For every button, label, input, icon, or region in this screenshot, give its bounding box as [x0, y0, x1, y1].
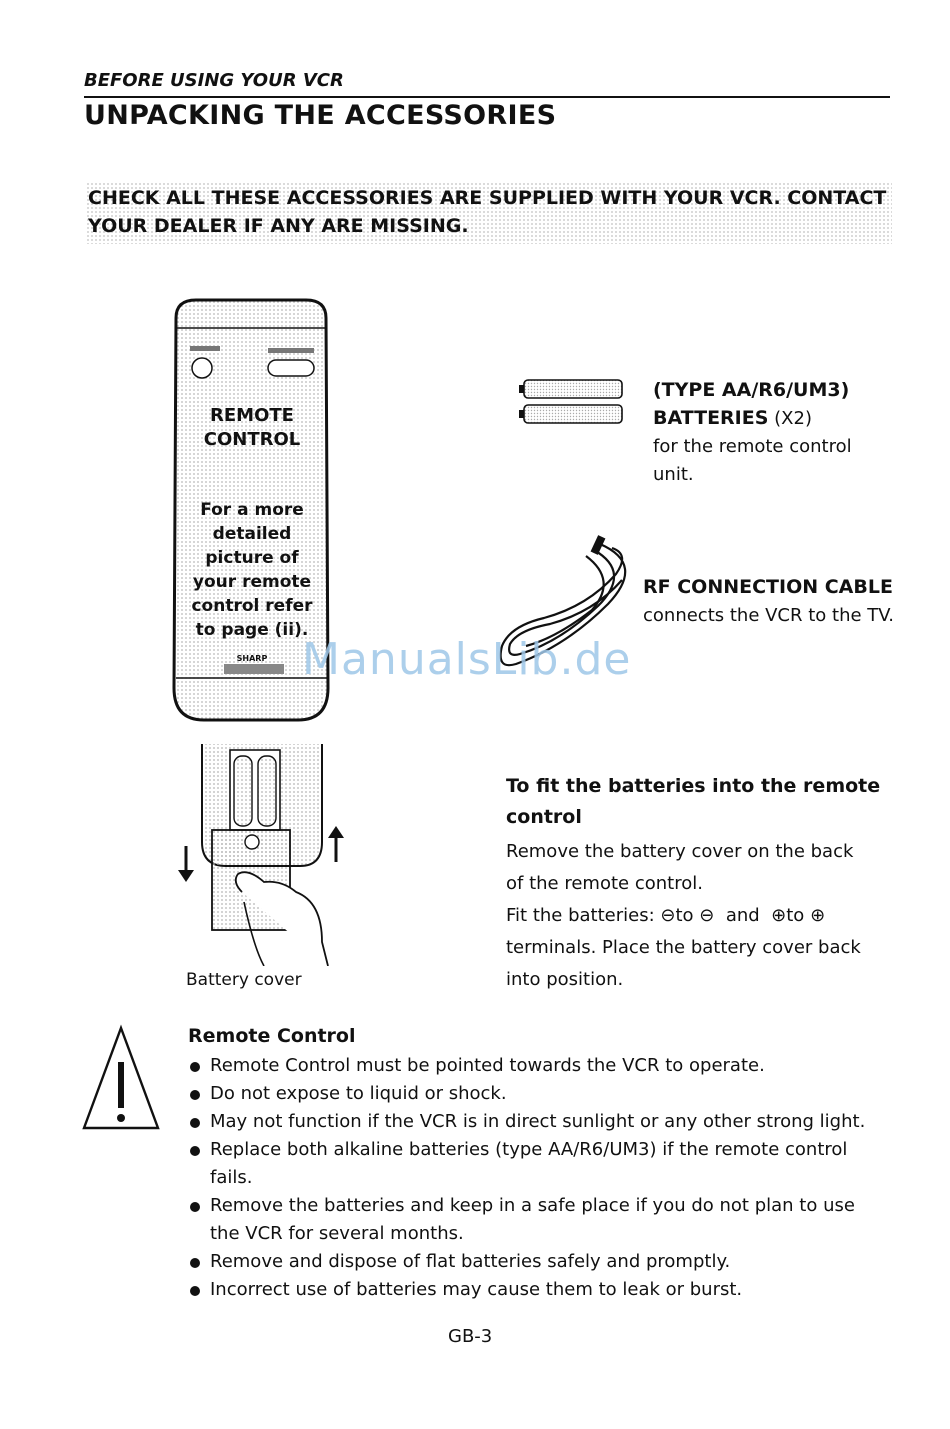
remote-control-cautions [186, 1052, 876, 1304]
notice-line-2: YOUR DEALER IF ANY ARE MISSING. [88, 215, 469, 237]
remote-note-line: control refer [191, 596, 313, 616]
remote-title-line-1: REMOTE [210, 405, 294, 426]
battery-cover-caption: Battery cover [186, 970, 302, 990]
list-item: Remote Control must be pointed towards the VCR to operate. [186, 1052, 876, 1080]
list-item: Replace both alkaline batteries (type AA/R6/UM3) if the remote control fails. [186, 1136, 876, 1192]
minus-terminal-icon: ⊖ [699, 905, 715, 926]
battery-qty: (X2) [768, 408, 812, 429]
minus-terminal-icon: ⊖ [660, 905, 676, 926]
remote-note-line: picture of [205, 548, 299, 568]
batteries-illustration [518, 376, 628, 428]
rf-cable-description: connects the VCR to the TV. [643, 605, 894, 626]
plus-terminal-icon: ⊕ [810, 905, 826, 926]
remote-brand: SHARP [236, 654, 268, 663]
batteries-description [653, 376, 852, 489]
rf-cable-title: RF CONNECTION CABLE [643, 576, 893, 598]
remote-note-line: detailed [212, 524, 292, 544]
battery-name: BATTERIES [653, 407, 769, 429]
fit-step-1: Remove the battery cover on the back of the remote control. [506, 841, 854, 894]
warning-icon [82, 1024, 160, 1130]
battery-desc-line-1: for the remote control [653, 436, 852, 457]
plus-terminal-icon: ⊕ [771, 905, 787, 926]
notice-line-1: CHECK ALL THESE ACCESSORIES ARE SUPPLIED WITH YOUR VCR. CONTACT [88, 187, 887, 209]
remote-note-line: to page (ii). [195, 620, 309, 640]
remote-title-line-2: CONTROL [203, 429, 301, 450]
list-item: Incorrect use of batteries may cause them to leak or burst. [186, 1276, 876, 1304]
watermark: ManualsLib.de [302, 634, 632, 685]
list-item: May not function if the VCR is in direct sunlight or any other strong light. [186, 1108, 876, 1136]
header-rule [84, 96, 890, 98]
page-number: GB-3 [448, 1326, 493, 1347]
section-label: BEFORE USING YOUR VCR [84, 70, 344, 91]
list-item: Remove the batteries and keep in a safe place if you do not plan to use the VCR for several months. [186, 1192, 876, 1248]
list-item: Remove and dispose of flat batteries safely and promptly. [186, 1248, 876, 1276]
remote-note-line: For a more [200, 500, 304, 520]
fit-batteries-instructions [506, 836, 876, 996]
fit-step-2: Fit the batteries: ⊖to ⊖ and ⊕to ⊕ terminals. Place the battery cover back into position. [506, 905, 861, 990]
page-title: UNPACKING THE ACCESSORIES [84, 100, 557, 131]
list-item: Do not expose to liquid or shock. [186, 1080, 876, 1108]
battery-type: (TYPE AA/R6/UM3) [653, 379, 850, 401]
fit-batteries-title: To fit the batteries into the remote control [506, 775, 881, 828]
battery-fitting-illustration [172, 742, 352, 966]
accessories-notice [86, 182, 892, 244]
remote-control-title: Remote Control [188, 1025, 356, 1047]
battery-desc-line-2: unit. [653, 464, 694, 485]
remote-note-line: your remote [192, 572, 312, 592]
